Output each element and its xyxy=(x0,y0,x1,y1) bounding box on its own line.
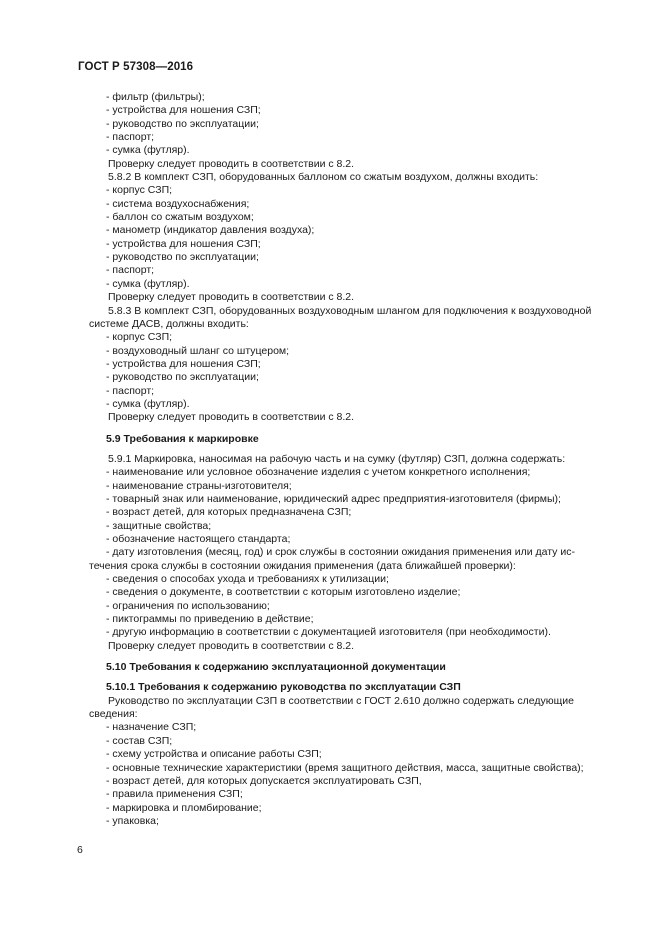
list-item: - фильтр (фильтры); xyxy=(106,91,205,103)
document-body xyxy=(90,91,620,828)
check-note: Проверку следует проводить в соответствии с 8.2. xyxy=(108,411,355,424)
list-item: - сумка (футляр). xyxy=(106,144,190,157)
list-item: - манометр (индикатор давления воздуха); xyxy=(106,224,315,237)
check-note: Проверку следует проводить в соответствии с 8.2. xyxy=(108,639,355,652)
list-item: - корпус СЗП; xyxy=(106,184,173,197)
list-item: - схему устройства и описание работы СЗП; xyxy=(106,748,322,761)
list-item: - руководство по эксплуатации; xyxy=(106,371,259,384)
list-item: - возраст детей, для которых допускается эксплуатировать СЗП, xyxy=(106,774,422,787)
paragraph-5-8-3-continuation: системе ДАСВ, должны входить: xyxy=(89,317,249,330)
list-item: - корпус СЗП; xyxy=(106,331,173,344)
list-d xyxy=(90,466,620,639)
list-item: - пиктограммы по приведению в действие; xyxy=(106,613,314,626)
list-item: - основные технические характеристики (время защитного действия, масса, защитные свойства); xyxy=(106,761,584,774)
list-item: - система воздухоснабжения; xyxy=(106,197,250,210)
list-item: - товарный знак или наименование, юридический адрес предприятия-изготовителя (фирмы); xyxy=(106,492,561,505)
list-item: - другую информацию в соответствии с документацией изготовителя (при необходимости). xyxy=(106,626,551,639)
list-item: - ограничения по использованию; xyxy=(106,599,270,612)
list-item: - устройства для ношения СЗП; xyxy=(106,357,261,370)
list-item: - руководство по эксплуатации; xyxy=(106,117,259,130)
paragraph-5-8-3: 5.8.3 В комплект СЗП, оборудованных воздуховодным шлангом для подключения к воздуховодной xyxy=(108,304,592,317)
paragraph-5-10-1: Руководство по эксплуатации СЗП в соответствии с ГОСТ 2.610 должно содержать следующие xyxy=(108,694,574,707)
list-item: - обозначение настоящего стандарта; xyxy=(106,533,291,545)
list-item: - дату изготовления (месяц, год) и срок службы в состоянии ожидания применения или дату ис- xyxy=(106,546,575,559)
list-c xyxy=(90,331,620,411)
list-item: - воздуховодный шланг со штуцером; xyxy=(106,344,290,357)
list-item: - правила применения СЗП; xyxy=(106,788,243,801)
list-item: - руководство по эксплуатации; xyxy=(106,251,259,264)
paragraph-5-10-1-continuation: сведения: xyxy=(89,708,138,721)
check-note: Проверку следует проводить в соответствии с 8.2. xyxy=(108,291,355,304)
paragraph-5-9-1: 5.9.1 Маркировка, наносимая на рабочую часть и на сумку (футляр) СЗП, должна содержать: xyxy=(108,452,566,465)
page-number: 6 xyxy=(77,844,83,856)
list-b xyxy=(90,184,620,291)
section-heading-5-10-1: 5.10.1 Требования к содержанию руководства по эксплуатации СЗП xyxy=(106,681,461,694)
list-item: - баллон со сжатым воздухом; xyxy=(106,211,254,224)
list-item: - состав СЗП; xyxy=(106,734,173,747)
document-header: ГОСТ Р 57308—2016 xyxy=(78,61,194,73)
list-item: - защитные свойства; xyxy=(106,519,212,532)
check-note: Проверку следует проводить в соответствии с 8.2. xyxy=(108,157,355,170)
list-item: - паспорт; xyxy=(106,131,155,144)
list-item: - маркировка и пломбирование; xyxy=(106,801,262,814)
list-item: - возраст детей, для которых предназначена СЗП; xyxy=(106,506,352,519)
list-item: - устройства для ношения СЗП; xyxy=(106,237,261,250)
list-item: - сумка (футляр). xyxy=(106,397,190,410)
list-item: - паспорт; xyxy=(106,264,155,277)
list-e xyxy=(90,721,620,828)
list-item: - паспорт; xyxy=(106,384,155,397)
section-heading-5-10: 5.10 Требования к содержанию эксплуатационной документации xyxy=(106,661,446,674)
list-a xyxy=(90,91,620,158)
list-item: - наименование страны-изготовителя; xyxy=(106,479,292,492)
list-item: - устройства для ношения СЗП; xyxy=(106,104,261,117)
section-heading-5-9: 5.9 Требования к маркировке xyxy=(106,432,259,445)
paragraph-5-8-2: 5.8.2 В комплект СЗП, оборудованных баллоном со сжатым воздухом, должны входить: xyxy=(108,171,539,184)
list-item: - сведения о документе, в соответствии с которым изготовлено изделие; xyxy=(106,586,461,599)
list-item: - упаковка; xyxy=(106,814,159,827)
list-item-continuation: течения срока службы в состоянии ожидания применения (дата ближайшей проверки): xyxy=(89,559,516,572)
list-item: - сумка (футляр). xyxy=(106,277,190,290)
list-item: - наименование или условное обозначение изделия с учетом конкретного исполнения; xyxy=(106,466,531,479)
list-item: - назначение СЗП; xyxy=(106,721,197,734)
list-item: - сведения о способах ухода и требованиях к утилизации; xyxy=(106,573,389,586)
